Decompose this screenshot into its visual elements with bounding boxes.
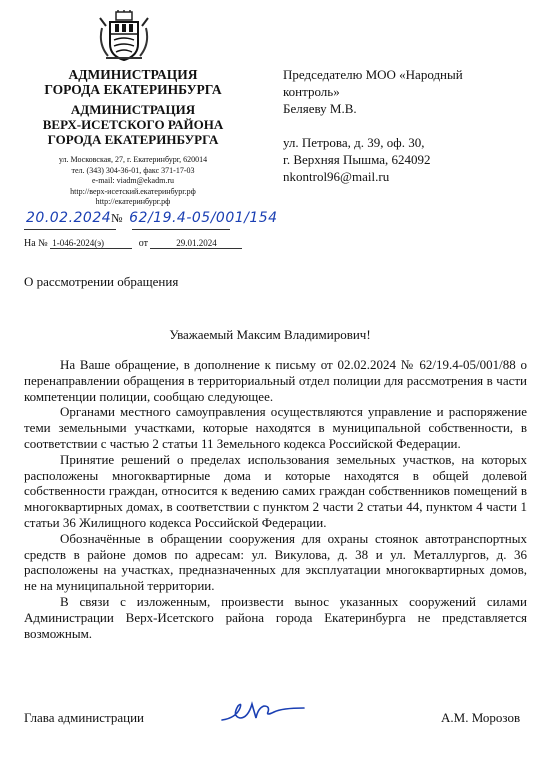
body-paragraph: В связи с изложенным, произвести вынос указанных сооружений силами Администрации Верх-Исетского района города Екатеринбурга не представляется возможным. — [24, 593, 527, 641]
salutation: Уважаемый Максим Владимирович! — [169, 327, 371, 342]
recipient-line: г. Верхняя Пышма, 624092 — [283, 152, 431, 167]
reference-row — [24, 238, 242, 249]
contact-phone: тел. (343) 304-36-01, факс 371-17-03 — [71, 165, 195, 175]
ref-from-label: от — [138, 238, 148, 249]
registration-date: 20.02.2024 — [26, 210, 112, 226]
recipient-spacer — [283, 117, 533, 134]
date-underline — [24, 229, 116, 230]
recipient-line: контроль» — [283, 84, 340, 99]
ref-label: На № — [24, 238, 48, 249]
district-line2: ВЕРХ-ИСЕТСКОГО РАЙОНА — [42, 117, 224, 132]
recipient-line: Председателю МОО «Народный — [283, 67, 463, 82]
body-paragraph: Принятие решений о пределах использования земельных участков, на которых расположены многоквартирные дома и которые находятся в общей долевой собственности граждан, относится к ведению самих граждан собственников помещений в многоквартирных домах, в соответствии с пунктом 2 части 2 статьи 44, пунктом 4 части 1 статьи 36 Жилищного кодекса Российской Федерации. — [24, 451, 527, 530]
contact-email: e-mail: viadm@ekadm.ru — [91, 176, 174, 185]
district-administration-header — [24, 102, 242, 147]
recipient-line: Беляеву М.В. — [283, 101, 357, 116]
signatory-name: А.М. Морозов — [441, 710, 521, 725]
ref-date: 29.01.2024 — [150, 238, 242, 249]
city-admin-line2: ГОРОДА ЕКАТЕРИНБУРГА — [44, 82, 222, 97]
district-line1: АДМИНИСТРАЦИЯ — [70, 102, 196, 117]
body-paragraph: На Ваше обращение, в дополнение к письму от 02.02.2024 № 62/19.4-05/001/88 о перенаправлении обращения в территориальный отдел полиции для рассмотрения в части компетенции полиции, сообщаю следующее. — [24, 357, 527, 404]
handwritten-signature-icon — [218, 694, 308, 728]
coat-of-arms-icon — [96, 10, 152, 64]
sender-contacts — [24, 155, 242, 208]
registration-number: 62/19.4-05/001/154 — [129, 210, 278, 226]
body-paragraph: Обозначённые в обращении сооружения для охраны стоянок автотранспортных средств в районе домов по адресам: ул. Викулова, д. 38 и ул. Металлургов, д. 36 расположены на участках, предназначенных для эксплуатации многоквартирных домов, не на муниципальной территории. — [24, 530, 527, 594]
recipient-email: nkontrol96@mail.ru — [283, 169, 390, 184]
contact-website-district: http://верх-исетский.екатеринбург.рф — [70, 186, 196, 196]
recipient-line: ул. Петрова, д. 39, оф. 30, — [283, 135, 425, 150]
letter-body — [24, 357, 527, 641]
district-line3: ГОРОДА ЕКАТЕРИНБУРГА — [47, 132, 219, 147]
registration-number-label: № — [111, 211, 124, 225]
body-paragraph: Органами местного самоуправления осуществляются управление и распоряжение теми земельными участками, которые находятся в муниципальной собственности, в соответствии с частью 2 статьи 11 Земельного кодекса Российской Федерации. — [24, 404, 527, 451]
number-underline — [132, 229, 230, 230]
recipient-block — [283, 66, 533, 185]
ref-number: 1-046-2024(э) — [50, 238, 132, 249]
city-admin-line1: АДМИНИСТРАЦИЯ — [68, 67, 198, 82]
city-administration-header — [24, 67, 242, 97]
contact-website-city: http://екатеринбург.рф — [95, 197, 171, 206]
signatory-title: Глава администрации — [24, 710, 145, 725]
registration-handwritten — [26, 210, 278, 226]
letter-subject: О рассмотрении обращения — [24, 274, 179, 289]
contact-address: ул. Московская, 27, г. Екатеринбург, 620014 — [58, 155, 208, 164]
